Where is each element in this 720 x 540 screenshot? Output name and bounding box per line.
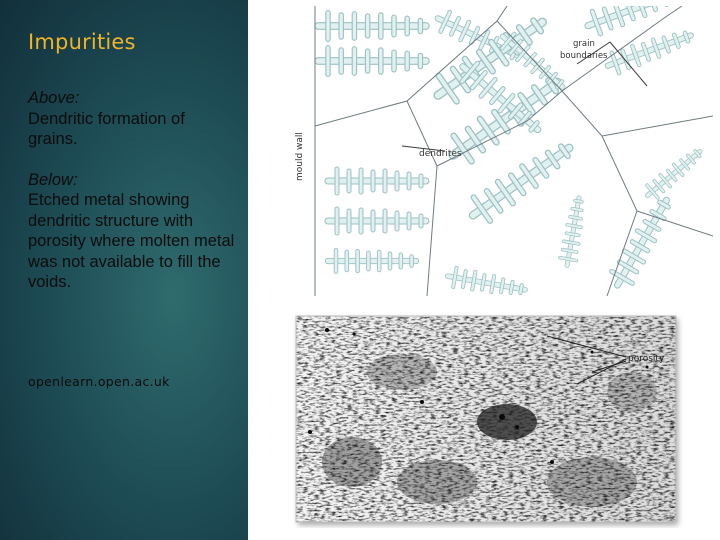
grain-boundaries-label-line1: grain [573, 39, 595, 49]
above-label: Above: [28, 89, 80, 107]
slide-title: Impurities [28, 30, 136, 54]
mould-wall-label: mould wall [295, 132, 305, 181]
source-credit: openlearn.open.ac.uk [28, 374, 170, 389]
below-label: Below: [28, 170, 78, 189]
porosity-label: porosity [628, 354, 665, 364]
porosity-micrograph [292, 312, 712, 528]
left-text-panel [0, 0, 248, 540]
above-description: Dendritic formation of grains. [28, 109, 185, 148]
dendrite-diagram [287, 6, 713, 296]
dendrites-label: dendrites [419, 149, 462, 159]
description-block [28, 88, 238, 293]
grain-boundaries-label-line2: boundaries [560, 51, 608, 61]
below-description: Etched metal showing dendritic structure with porosity where molten metal was not available to fill the voids. [28, 191, 235, 291]
